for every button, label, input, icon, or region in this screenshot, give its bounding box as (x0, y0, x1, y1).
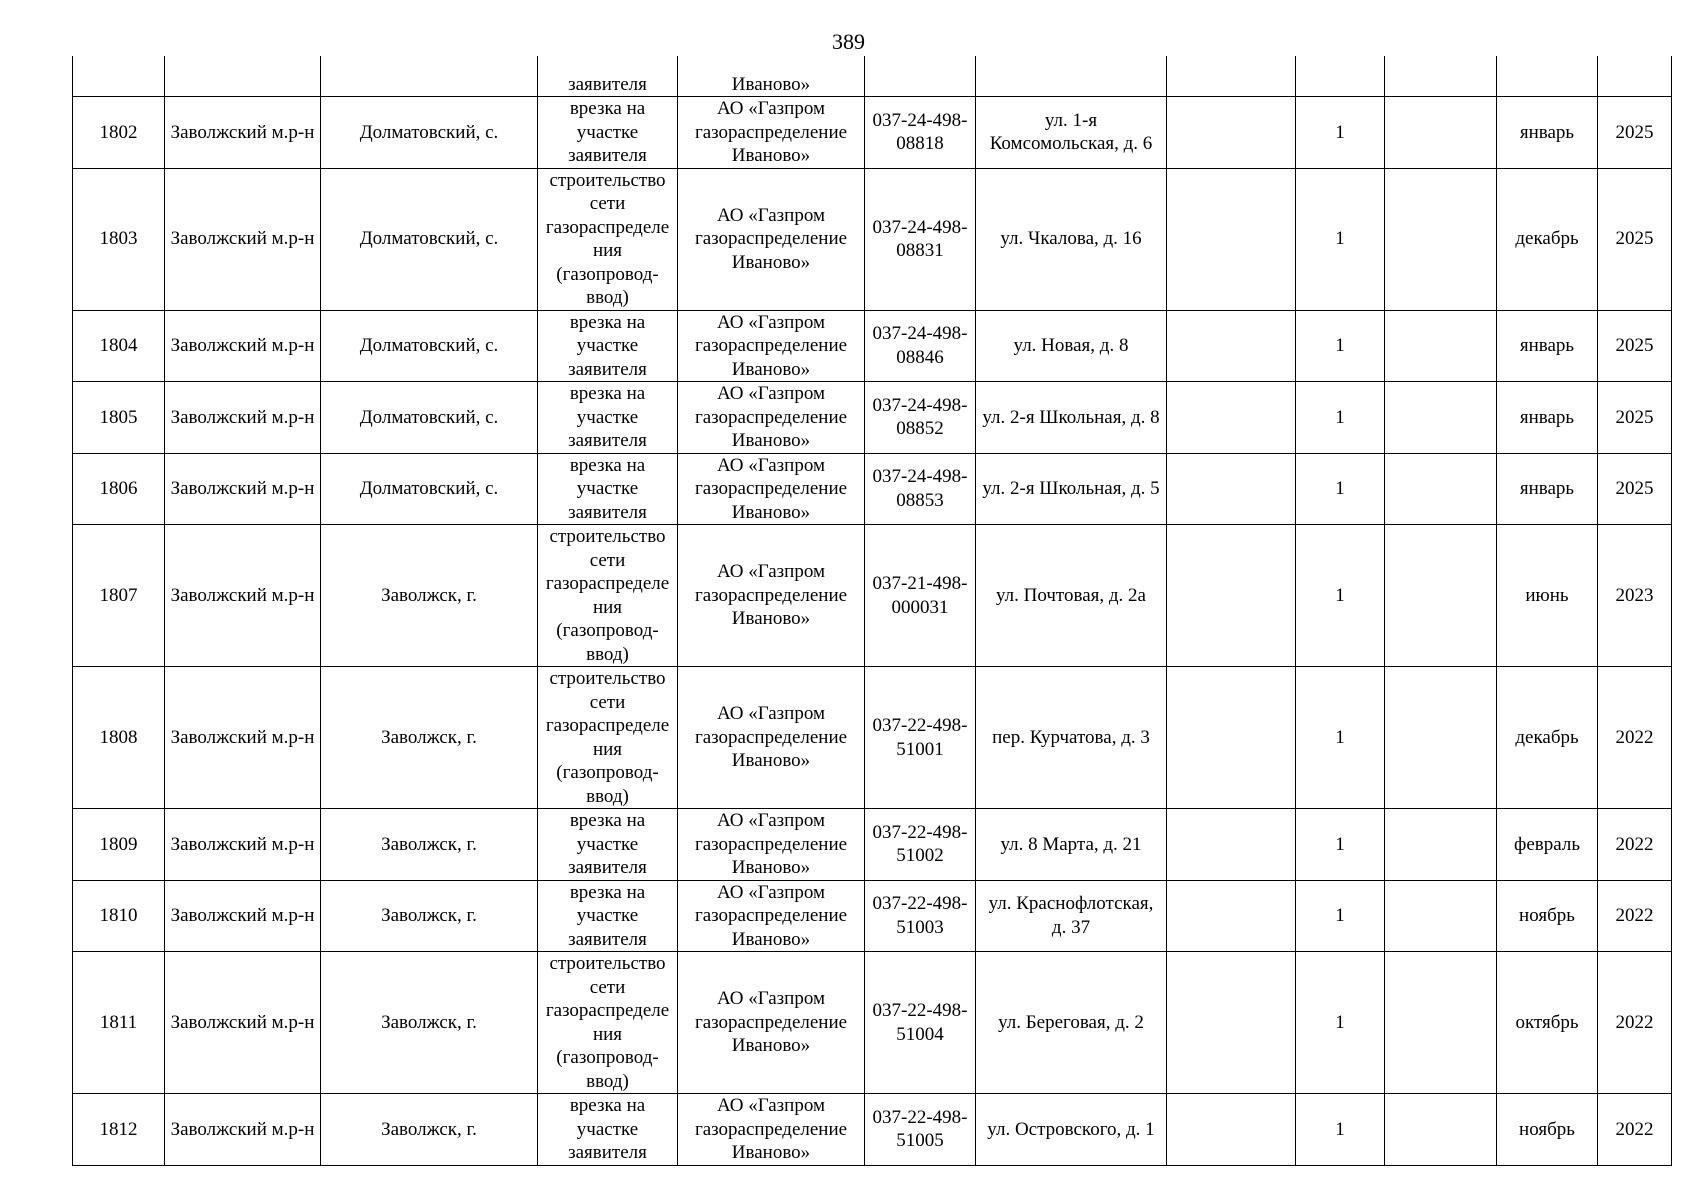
cell-address: ул. 8 Марта, д. 21 (976, 809, 1167, 881)
cell-empty-1 (1167, 880, 1296, 952)
cell-year: 2022 (1598, 880, 1672, 952)
table-row (73, 382, 1672, 454)
cell-month: январь (1497, 382, 1598, 454)
cell-settlement: Заволжск, г. (321, 667, 538, 809)
cell-settlement: Долматовский, с. (321, 97, 538, 169)
cell-month: ноябрь (1497, 880, 1598, 952)
cell-num: 1803 (73, 168, 165, 310)
cell-num: 1810 (73, 880, 165, 952)
cell-qty: 1 (1296, 310, 1385, 382)
cell-address: ул. 2-я Школьная, д. 8 (976, 382, 1167, 454)
cell-method: строительство сети газораспределения (газопровод-ввод) (538, 667, 678, 809)
cell-empty-2 (1385, 382, 1497, 454)
cell-year: 2025 (1598, 382, 1672, 454)
cell-year: 2022 (1598, 952, 1672, 1094)
cell-operator: АО «Газпром газораспределение Иваново» (678, 667, 865, 809)
cell-code: 037-22-498-51002 (865, 809, 976, 881)
cell-qty: 1 (1296, 525, 1385, 667)
cell-empty-2 (1385, 809, 1497, 881)
cell-district: Заволжский м.р-н (165, 809, 321, 881)
cell-month: декабрь (1497, 168, 1598, 310)
cell-district: Заволжский м.р-н (165, 382, 321, 454)
cell-settlement: Заволжск, г. (321, 525, 538, 667)
cell-district: Заволжский м.р-н (165, 525, 321, 667)
cell-month: январь (1497, 310, 1598, 382)
cell-year: 2025 (1598, 97, 1672, 169)
cell-settlement: Заволжск, г. (321, 1094, 538, 1166)
cell-empty-2 (1385, 952, 1497, 1094)
cell-qty: 1 (1296, 97, 1385, 169)
cell-month: январь (1497, 97, 1598, 169)
cell-settlement: Долматовский, с. (321, 453, 538, 525)
table-row (73, 168, 1672, 310)
cell-code: 037-21-498-000031 (865, 525, 976, 667)
cell-qty: 1 (1296, 168, 1385, 310)
cell-empty-2 (1385, 880, 1497, 952)
cell-operator: АО «Газпром газораспределение Иваново» (678, 952, 865, 1094)
cell-num (73, 56, 165, 97)
cell-code: 037-24-498-08831 (865, 168, 976, 310)
table-body (73, 56, 1672, 1165)
cell-empty-1 (1167, 97, 1296, 169)
cell-empty-2 (1385, 525, 1497, 667)
cell-empty-1 (1167, 667, 1296, 809)
cell-method: врезка на участке заявителя (538, 1094, 678, 1166)
cell-qty: 1 (1296, 1094, 1385, 1166)
cell-address (976, 56, 1167, 97)
cell-qty: 1 (1296, 809, 1385, 881)
cell-year: 2025 (1598, 453, 1672, 525)
cell-address: ул. Краснофлотская, д. 37 (976, 880, 1167, 952)
cell-operator: АО «Газпром газораспределение Иваново» (678, 525, 865, 667)
table-row (73, 952, 1672, 1094)
cell-year: 2022 (1598, 667, 1672, 809)
cell-month: февраль (1497, 809, 1598, 881)
table-row (73, 1094, 1672, 1166)
cell-address: ул. Островского, д. 1 (976, 1094, 1167, 1166)
cell-month (1497, 56, 1598, 97)
cell-empty-1 (1167, 56, 1296, 97)
cell-address: ул. Чкалова, д. 16 (976, 168, 1167, 310)
cell-empty-2 (1385, 168, 1497, 310)
cell-empty-1 (1167, 952, 1296, 1094)
cell-address: ул. Береговая, д. 2 (976, 952, 1167, 1094)
cell-method: врезка на участке заявителя (538, 382, 678, 454)
cell-empty-1 (1167, 525, 1296, 667)
cell-method: врезка на участке заявителя (538, 310, 678, 382)
cell-district: Заволжский м.р-н (165, 952, 321, 1094)
cell-code: 037-24-498-08852 (865, 382, 976, 454)
cell-empty-2 (1385, 310, 1497, 382)
cell-month: декабрь (1497, 667, 1598, 809)
cell-num: 1812 (73, 1094, 165, 1166)
cell-qty (1296, 56, 1385, 97)
cell-year: 2022 (1598, 1094, 1672, 1166)
cell-operator: Иваново» (678, 56, 865, 97)
cell-empty-2 (1385, 97, 1497, 169)
cell-method: врезка на участке заявителя (538, 97, 678, 169)
cell-district: Заволжский м.р-н (165, 453, 321, 525)
cell-address: ул. 2-я Школьная, д. 5 (976, 453, 1167, 525)
cell-qty: 1 (1296, 382, 1385, 454)
cell-settlement: Заволжск, г. (321, 952, 538, 1094)
cell-code (865, 56, 976, 97)
table-row (73, 453, 1672, 525)
cell-settlement: Долматовский, с. (321, 168, 538, 310)
cell-district: Заволжский м.р-н (165, 168, 321, 310)
cell-address: ул. Почтовая, д. 2а (976, 525, 1167, 667)
cell-empty-1 (1167, 168, 1296, 310)
table-row (73, 310, 1672, 382)
cell-year: 2025 (1598, 310, 1672, 382)
cell-district: Заволжский м.р-н (165, 97, 321, 169)
cell-operator: АО «Газпром газораспределение Иваново» (678, 97, 865, 169)
cell-address: пер. Курчатова, д. 3 (976, 667, 1167, 809)
cell-qty: 1 (1296, 880, 1385, 952)
cell-code: 037-22-498-51001 (865, 667, 976, 809)
cell-operator: АО «Газпром газораспределение Иваново» (678, 168, 865, 310)
cell-method: строительство сети газораспределения (газопровод-ввод) (538, 525, 678, 667)
cell-num: 1802 (73, 97, 165, 169)
table-row (73, 809, 1672, 881)
continuation-row (73, 56, 1672, 97)
cell-month: ноябрь (1497, 1094, 1598, 1166)
cell-settlement: Долматовский, с. (321, 382, 538, 454)
table-row (73, 667, 1672, 809)
cell-num: 1807 (73, 525, 165, 667)
cell-settlement (321, 56, 538, 97)
table-row (73, 525, 1672, 667)
cell-num: 1804 (73, 310, 165, 382)
gasification-registry-table (72, 56, 1672, 1166)
cell-operator: АО «Газпром газораспределение Иваново» (678, 1094, 865, 1166)
cell-month: октябрь (1497, 952, 1598, 1094)
cell-code: 037-22-498-51004 (865, 952, 976, 1094)
cell-district: Заволжский м.р-н (165, 310, 321, 382)
cell-settlement: Заволжск, г. (321, 809, 538, 881)
cell-num: 1811 (73, 952, 165, 1094)
cell-district: Заволжский м.р-н (165, 880, 321, 952)
cell-method: врезка на участке заявителя (538, 453, 678, 525)
cell-code: 037-22-498-51005 (865, 1094, 976, 1166)
cell-empty-1 (1167, 809, 1296, 881)
cell-code: 037-24-498-08853 (865, 453, 976, 525)
cell-qty: 1 (1296, 667, 1385, 809)
cell-num: 1806 (73, 453, 165, 525)
cell-num: 1808 (73, 667, 165, 809)
cell-district (165, 56, 321, 97)
cell-address: ул. Новая, д. 8 (976, 310, 1167, 382)
cell-empty-1 (1167, 1094, 1296, 1166)
cell-year: 2025 (1598, 168, 1672, 310)
cell-code: 037-22-498-51003 (865, 880, 976, 952)
cell-num: 1805 (73, 382, 165, 454)
table-row (73, 880, 1672, 952)
cell-method: строительство сети газораспределения (газопровод-ввод) (538, 168, 678, 310)
cell-address: ул. 1-я Комсомольская, д. 6 (976, 97, 1167, 169)
cell-empty-1 (1167, 453, 1296, 525)
cell-operator: АО «Газпром газораспределение Иваново» (678, 382, 865, 454)
cell-qty: 1 (1296, 453, 1385, 525)
cell-year (1598, 56, 1672, 97)
cell-operator: АО «Газпром газораспределение Иваново» (678, 809, 865, 881)
cell-district: Заволжский м.р-н (165, 1094, 321, 1166)
table-row (73, 97, 1672, 169)
cell-empty-2 (1385, 1094, 1497, 1166)
cell-num: 1809 (73, 809, 165, 881)
cell-month: июнь (1497, 525, 1598, 667)
cell-qty: 1 (1296, 952, 1385, 1094)
cell-code: 037-24-498-08818 (865, 97, 976, 169)
cell-operator: АО «Газпром газораспределение Иваново» (678, 880, 865, 952)
cell-method: заявителя (538, 56, 678, 97)
page-number: 389 (832, 29, 865, 54)
cell-empty-1 (1167, 382, 1296, 454)
cell-settlement: Заволжск, г. (321, 880, 538, 952)
cell-method: строительство сети газораспределения (газопровод-ввод) (538, 952, 678, 1094)
cell-empty-2 (1385, 453, 1497, 525)
cell-year: 2022 (1598, 809, 1672, 881)
cell-settlement: Долматовский, с. (321, 310, 538, 382)
cell-code: 037-24-498-08846 (865, 310, 976, 382)
cell-year: 2023 (1598, 525, 1672, 667)
cell-method: врезка на участке заявителя (538, 880, 678, 952)
cell-empty-1 (1167, 310, 1296, 382)
cell-operator: АО «Газпром газораспределение Иваново» (678, 310, 865, 382)
cell-method: врезка на участке заявителя (538, 809, 678, 881)
cell-district: Заволжский м.р-н (165, 667, 321, 809)
cell-empty-2 (1385, 56, 1497, 97)
cell-month: январь (1497, 453, 1598, 525)
cell-empty-2 (1385, 667, 1497, 809)
cell-operator: АО «Газпром газораспределение Иваново» (678, 453, 865, 525)
